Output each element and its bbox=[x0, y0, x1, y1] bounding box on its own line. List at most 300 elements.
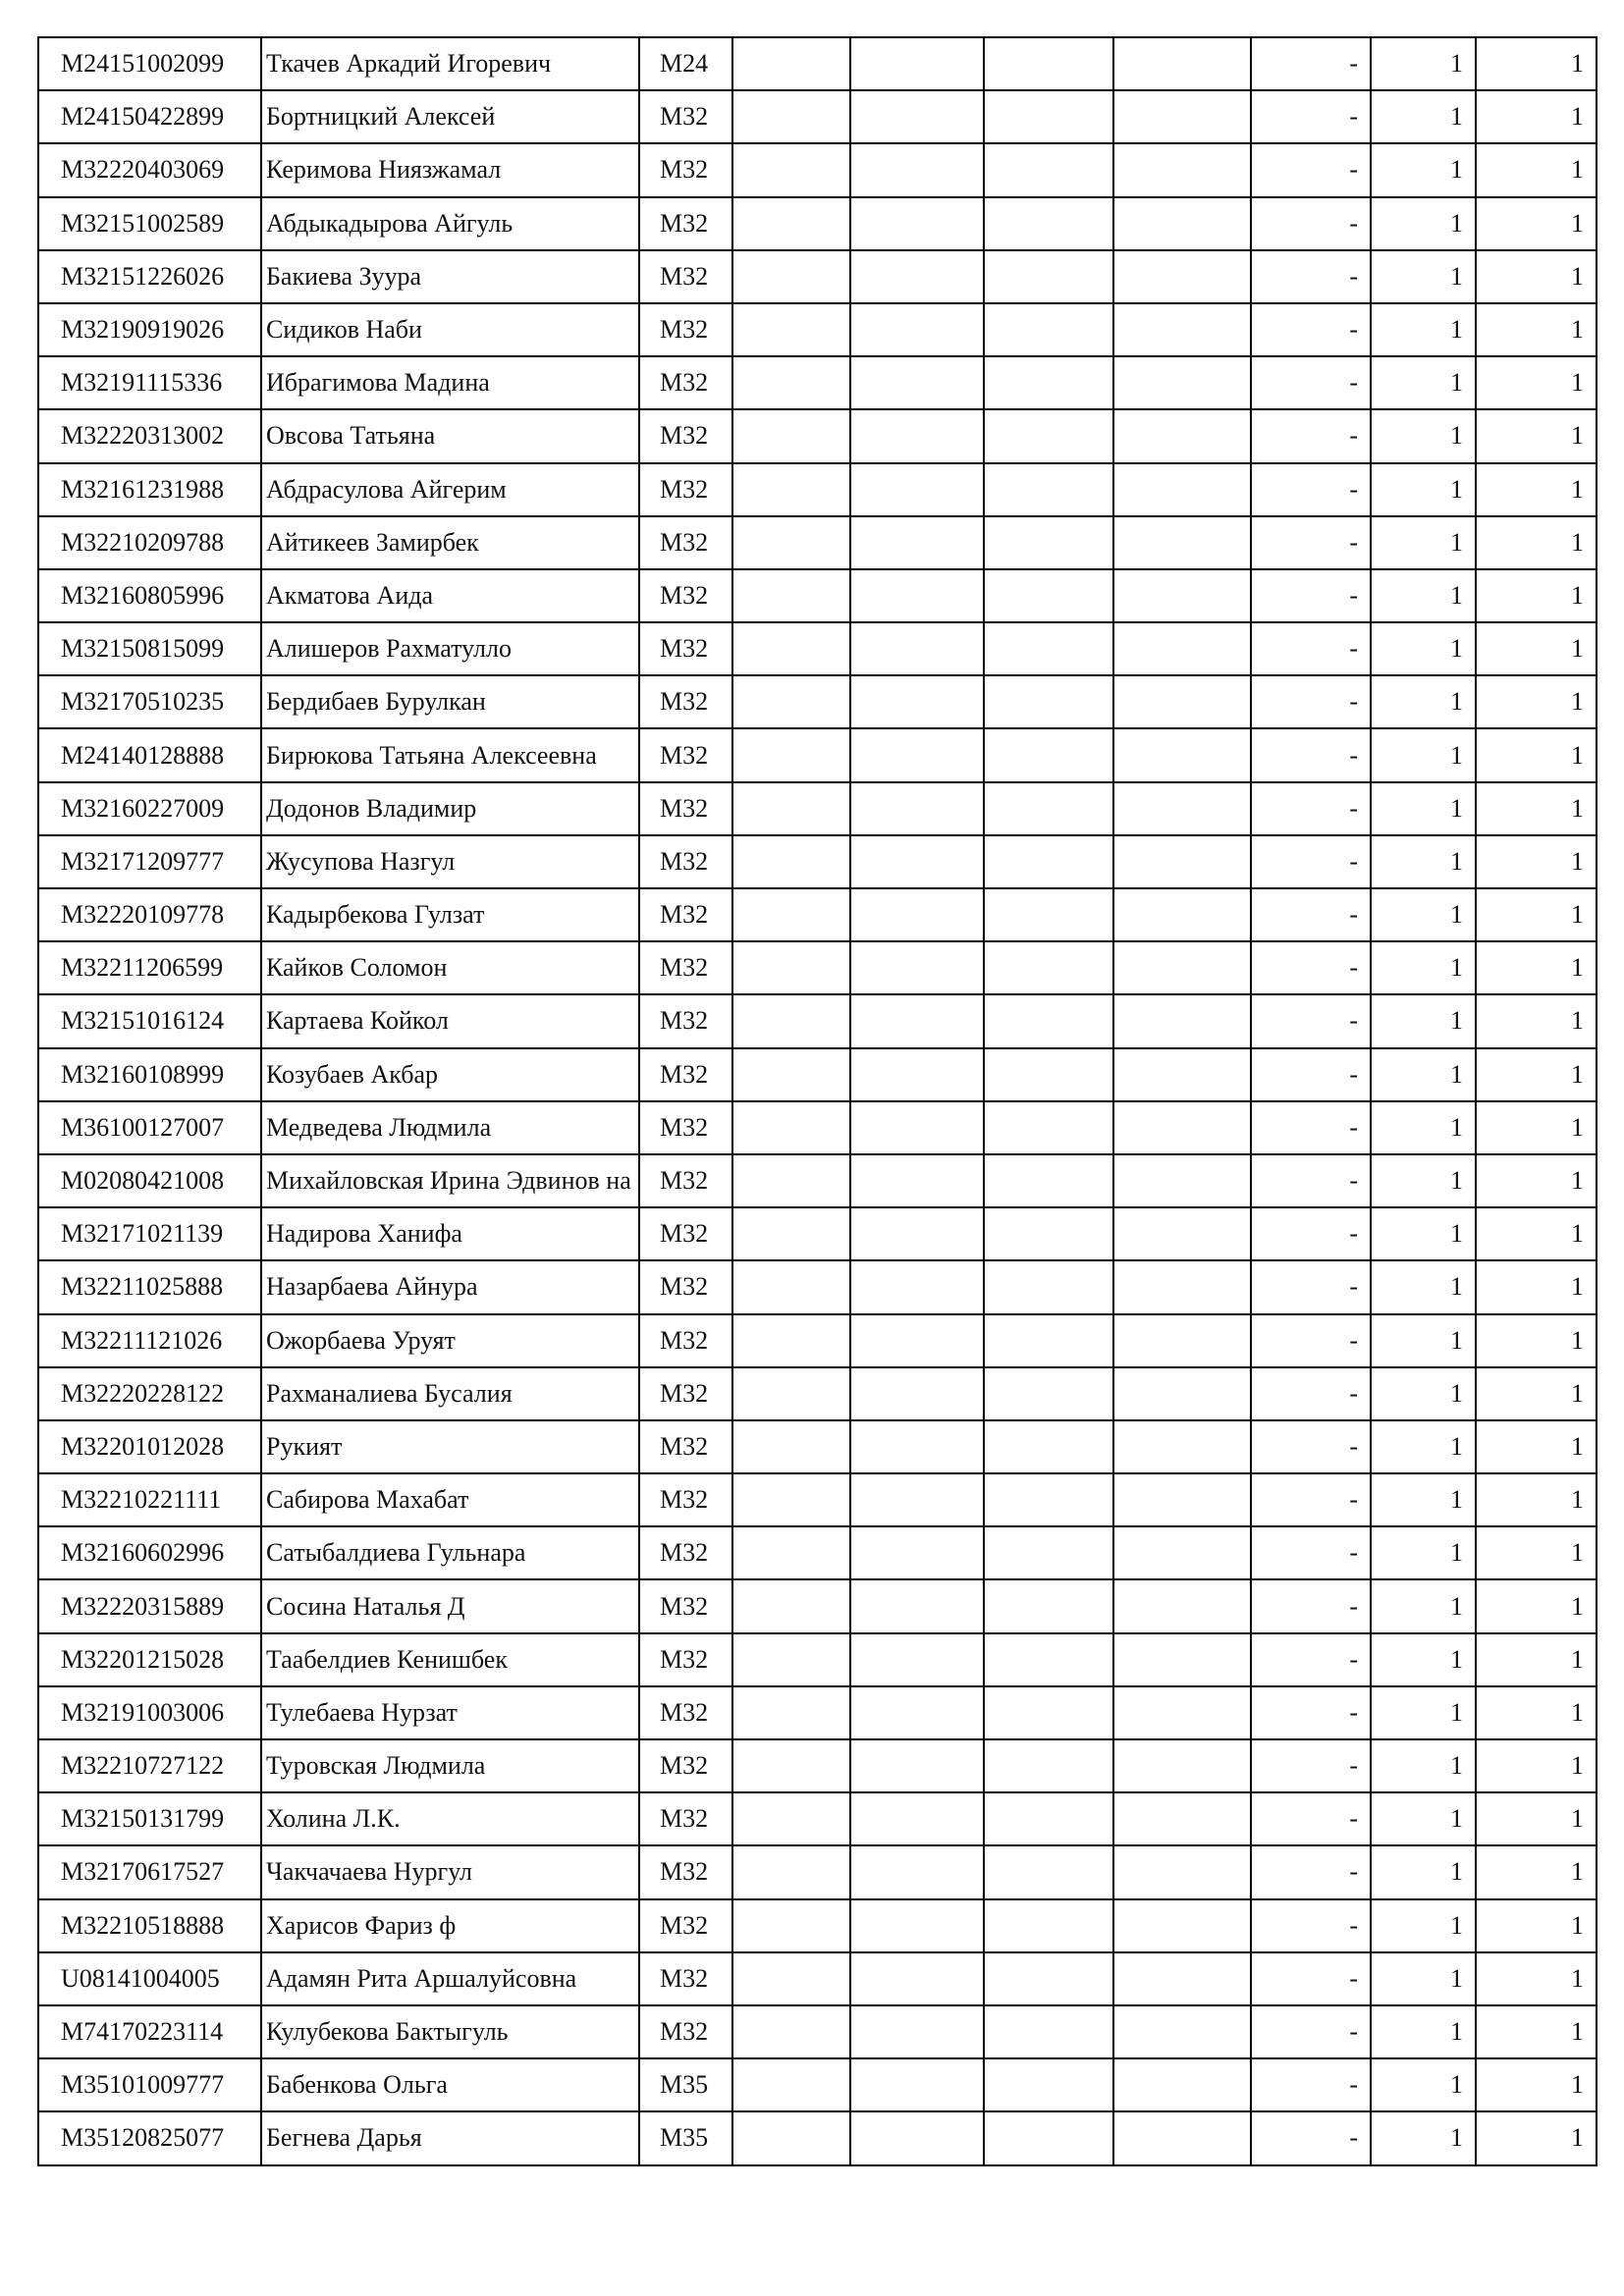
total-cell: 1 bbox=[1476, 1792, 1597, 1845]
empty-cell bbox=[984, 356, 1113, 409]
empty-cell bbox=[1113, 2111, 1251, 2164]
count-cell: 1 bbox=[1371, 888, 1476, 941]
person-name: Ткачев Аркадий Игоревич bbox=[261, 37, 639, 90]
empty-cell bbox=[850, 1526, 984, 1579]
table-row bbox=[38, 1420, 1597, 1473]
count-cell: 1 bbox=[1371, 143, 1476, 196]
person-name: Холина Л.К. bbox=[261, 1792, 639, 1845]
dash-cell: - bbox=[1251, 1526, 1371, 1579]
count-cell: 1 bbox=[1371, 463, 1476, 516]
table-row bbox=[38, 2111, 1597, 2164]
record-code: M32160602996 bbox=[38, 1526, 261, 1579]
count-cell: 1 bbox=[1371, 1526, 1476, 1579]
record-code: M32150131799 bbox=[38, 1792, 261, 1845]
empty-cell bbox=[1113, 1101, 1251, 1154]
empty-cell bbox=[732, 1899, 850, 1952]
empty-cell bbox=[850, 622, 984, 675]
total-cell: 1 bbox=[1476, 994, 1597, 1047]
empty-cell bbox=[732, 409, 850, 462]
dash-cell: - bbox=[1251, 835, 1371, 888]
record-code: M32151002589 bbox=[38, 197, 261, 250]
empty-cell bbox=[984, 782, 1113, 835]
empty-cell bbox=[1113, 1579, 1251, 1632]
empty-cell bbox=[850, 1686, 984, 1739]
person-name: Бирюкова Татьяна Алексеевна bbox=[261, 728, 639, 781]
empty-cell bbox=[984, 888, 1113, 941]
empty-cell bbox=[850, 1048, 984, 1101]
group-code: M35 bbox=[639, 2058, 732, 2111]
dash-cell: - bbox=[1251, 1260, 1371, 1313]
dash-cell: - bbox=[1251, 1952, 1371, 2005]
empty-cell bbox=[984, 941, 1113, 994]
empty-cell bbox=[850, 516, 984, 569]
table-row bbox=[38, 569, 1597, 622]
empty-cell bbox=[732, 143, 850, 196]
empty-cell bbox=[984, 1739, 1113, 1792]
group-code: M32 bbox=[639, 675, 732, 728]
person-name: Бегнева Дарья bbox=[261, 2111, 639, 2164]
empty-cell bbox=[732, 1952, 850, 2005]
dash-cell: - bbox=[1251, 516, 1371, 569]
group-code: M35 bbox=[639, 2111, 732, 2164]
group-code: M32 bbox=[639, 1633, 732, 1686]
dash-cell: - bbox=[1251, 941, 1371, 994]
empty-cell bbox=[1113, 143, 1251, 196]
group-code: M32 bbox=[639, 1260, 732, 1313]
count-cell: 1 bbox=[1371, 1792, 1476, 1845]
group-code: M32 bbox=[639, 1952, 732, 2005]
empty-cell bbox=[1113, 1952, 1251, 2005]
count-cell: 1 bbox=[1371, 2058, 1476, 2111]
empty-cell bbox=[1113, 1207, 1251, 1260]
empty-cell bbox=[984, 1473, 1113, 1526]
empty-cell bbox=[850, 409, 984, 462]
record-code: M32160227009 bbox=[38, 782, 261, 835]
dash-cell: - bbox=[1251, 1207, 1371, 1260]
table-row bbox=[38, 1633, 1597, 1686]
group-code: M32 bbox=[639, 1314, 732, 1367]
total-cell: 1 bbox=[1476, 1686, 1597, 1739]
count-cell: 1 bbox=[1371, 1367, 1476, 1420]
total-cell: 1 bbox=[1476, 250, 1597, 303]
empty-cell bbox=[850, 1367, 984, 1420]
total-cell: 1 bbox=[1476, 1367, 1597, 1420]
total-cell: 1 bbox=[1476, 1952, 1597, 2005]
count-cell: 1 bbox=[1371, 1633, 1476, 1686]
dash-cell: - bbox=[1251, 1579, 1371, 1632]
empty-cell bbox=[1113, 675, 1251, 728]
empty-cell bbox=[850, 1101, 984, 1154]
record-code: M32150815099 bbox=[38, 622, 261, 675]
empty-cell bbox=[732, 1420, 850, 1473]
empty-cell bbox=[850, 1952, 984, 2005]
empty-cell bbox=[732, 1260, 850, 1313]
total-cell: 1 bbox=[1476, 303, 1597, 356]
table-row bbox=[38, 994, 1597, 1047]
total-cell: 1 bbox=[1476, 2005, 1597, 2058]
table-row bbox=[38, 1579, 1597, 1632]
empty-cell bbox=[1113, 2005, 1251, 2058]
count-cell: 1 bbox=[1371, 1952, 1476, 2005]
empty-cell bbox=[850, 1899, 984, 1952]
empty-cell bbox=[984, 409, 1113, 462]
record-code: M32220228122 bbox=[38, 1367, 261, 1420]
empty-cell bbox=[850, 728, 984, 781]
empty-cell bbox=[984, 728, 1113, 781]
record-code: M32171021139 bbox=[38, 1207, 261, 1260]
total-cell: 1 bbox=[1476, 2111, 1597, 2164]
dash-cell: - bbox=[1251, 250, 1371, 303]
dash-cell: - bbox=[1251, 463, 1371, 516]
person-name: Рукият bbox=[261, 1420, 639, 1473]
record-code: M32211121026 bbox=[38, 1314, 261, 1367]
record-code: M24150422899 bbox=[38, 90, 261, 143]
count-cell: 1 bbox=[1371, 728, 1476, 781]
table-row bbox=[38, 143, 1597, 196]
table-row bbox=[38, 250, 1597, 303]
table-row bbox=[38, 2005, 1597, 2058]
empty-cell bbox=[1113, 1739, 1251, 1792]
empty-cell bbox=[984, 197, 1113, 250]
group-code: M32 bbox=[639, 197, 732, 250]
empty-cell bbox=[1113, 1154, 1251, 1207]
empty-cell bbox=[850, 356, 984, 409]
empty-cell bbox=[732, 728, 850, 781]
dash-cell: - bbox=[1251, 1367, 1371, 1420]
total-cell: 1 bbox=[1476, 37, 1597, 90]
empty-cell bbox=[732, 1686, 850, 1739]
empty-cell bbox=[732, 463, 850, 516]
group-code: M32 bbox=[639, 1420, 732, 1473]
empty-cell bbox=[984, 1367, 1113, 1420]
dash-cell: - bbox=[1251, 1048, 1371, 1101]
person-name: Абдыкадырова Айгуль bbox=[261, 197, 639, 250]
empty-cell bbox=[732, 835, 850, 888]
person-name: Акматова Аида bbox=[261, 569, 639, 622]
total-cell: 1 bbox=[1476, 1207, 1597, 1260]
count-cell: 1 bbox=[1371, 1207, 1476, 1260]
record-code: M32160108999 bbox=[38, 1048, 261, 1101]
empty-cell bbox=[1113, 1473, 1251, 1526]
empty-cell bbox=[984, 2111, 1113, 2164]
person-name: Бакиева Зуура bbox=[261, 250, 639, 303]
record-code: M32210221111 bbox=[38, 1473, 261, 1526]
group-code: M32 bbox=[639, 143, 732, 196]
record-code: M74170223114 bbox=[38, 2005, 261, 2058]
group-code: M32 bbox=[639, 1686, 732, 1739]
group-code: M32 bbox=[639, 356, 732, 409]
empty-cell bbox=[1113, 1048, 1251, 1101]
table-row bbox=[38, 1367, 1597, 1420]
empty-cell bbox=[984, 1845, 1113, 1898]
count-cell: 1 bbox=[1371, 1048, 1476, 1101]
total-cell: 1 bbox=[1476, 1633, 1597, 1686]
record-code: M32170510235 bbox=[38, 675, 261, 728]
empty-cell bbox=[732, 1154, 850, 1207]
total-cell: 1 bbox=[1476, 1101, 1597, 1154]
count-cell: 1 bbox=[1371, 90, 1476, 143]
empty-cell bbox=[850, 1579, 984, 1632]
count-cell: 1 bbox=[1371, 409, 1476, 462]
count-cell: 1 bbox=[1371, 1314, 1476, 1367]
empty-cell bbox=[850, 1633, 984, 1686]
empty-cell bbox=[850, 888, 984, 941]
person-name: Алишеров Рахматулло bbox=[261, 622, 639, 675]
dash-cell: - bbox=[1251, 994, 1371, 1047]
record-code: M32220315889 bbox=[38, 1579, 261, 1632]
group-code: M32 bbox=[639, 941, 732, 994]
empty-cell bbox=[1113, 2058, 1251, 2111]
record-code: U08141004005 bbox=[38, 1952, 261, 2005]
dash-cell: - bbox=[1251, 569, 1371, 622]
total-cell: 1 bbox=[1476, 1899, 1597, 1952]
empty-cell bbox=[984, 675, 1113, 728]
total-cell: 1 bbox=[1476, 1260, 1597, 1313]
total-cell: 1 bbox=[1476, 356, 1597, 409]
table-row bbox=[38, 1526, 1597, 1579]
count-cell: 1 bbox=[1371, 1260, 1476, 1313]
table-row bbox=[38, 675, 1597, 728]
empty-cell bbox=[732, 37, 850, 90]
record-code: M32161231988 bbox=[38, 463, 261, 516]
empty-cell bbox=[732, 1048, 850, 1101]
empty-cell bbox=[850, 2058, 984, 2111]
empty-cell bbox=[850, 994, 984, 1047]
count-cell: 1 bbox=[1371, 941, 1476, 994]
empty-cell bbox=[1113, 782, 1251, 835]
total-cell: 1 bbox=[1476, 675, 1597, 728]
person-name: Керимова Ниязжамал bbox=[261, 143, 639, 196]
record-code: M32210518888 bbox=[38, 1899, 261, 1952]
empty-cell bbox=[732, 1845, 850, 1898]
record-code: M24140128888 bbox=[38, 728, 261, 781]
empty-cell bbox=[850, 90, 984, 143]
person-name: Сатыбалдиева Гульнара bbox=[261, 1526, 639, 1579]
total-cell: 1 bbox=[1476, 1579, 1597, 1632]
record-code: M36100127007 bbox=[38, 1101, 261, 1154]
count-cell: 1 bbox=[1371, 1420, 1476, 1473]
empty-cell bbox=[732, 1739, 850, 1792]
empty-cell bbox=[850, 675, 984, 728]
table-row bbox=[38, 90, 1597, 143]
dash-cell: - bbox=[1251, 782, 1371, 835]
total-cell: 1 bbox=[1476, 728, 1597, 781]
record-code: M32191115336 bbox=[38, 356, 261, 409]
record-code: M32191003006 bbox=[38, 1686, 261, 1739]
count-cell: 1 bbox=[1371, 569, 1476, 622]
count-cell: 1 bbox=[1371, 1154, 1476, 1207]
dash-cell: - bbox=[1251, 622, 1371, 675]
empty-cell bbox=[732, 1473, 850, 1526]
record-code: M32201012028 bbox=[38, 1420, 261, 1473]
group-code: M32 bbox=[639, 1154, 732, 1207]
record-code: M35101009777 bbox=[38, 2058, 261, 2111]
empty-cell bbox=[984, 835, 1113, 888]
person-name: Сидиков Наби bbox=[261, 303, 639, 356]
empty-cell bbox=[850, 835, 984, 888]
group-code: M32 bbox=[639, 782, 732, 835]
count-cell: 1 bbox=[1371, 782, 1476, 835]
empty-cell bbox=[984, 463, 1113, 516]
empty-cell bbox=[850, 782, 984, 835]
table-row bbox=[38, 888, 1597, 941]
dash-cell: - bbox=[1251, 197, 1371, 250]
empty-cell bbox=[732, 1314, 850, 1367]
dash-cell: - bbox=[1251, 2058, 1371, 2111]
empty-cell bbox=[984, 516, 1113, 569]
empty-cell bbox=[850, 1314, 984, 1367]
empty-cell bbox=[732, 197, 850, 250]
group-code: M24 bbox=[639, 37, 732, 90]
count-cell: 1 bbox=[1371, 197, 1476, 250]
table-row bbox=[38, 1154, 1597, 1207]
dash-cell: - bbox=[1251, 2111, 1371, 2164]
empty-cell bbox=[850, 197, 984, 250]
group-code: M32 bbox=[639, 2005, 732, 2058]
empty-cell bbox=[732, 250, 850, 303]
total-cell: 1 bbox=[1476, 1526, 1597, 1579]
empty-cell bbox=[1113, 1314, 1251, 1367]
record-code: M32160805996 bbox=[38, 569, 261, 622]
empty-cell bbox=[984, 1154, 1113, 1207]
group-code: M32 bbox=[639, 994, 732, 1047]
empty-cell bbox=[732, 994, 850, 1047]
empty-cell bbox=[1113, 941, 1251, 994]
empty-cell bbox=[850, 2111, 984, 2164]
empty-cell bbox=[984, 994, 1113, 1047]
empty-cell bbox=[732, 1633, 850, 1686]
group-code: M32 bbox=[639, 1367, 732, 1420]
empty-cell bbox=[1113, 1792, 1251, 1845]
group-code: M32 bbox=[639, 1739, 732, 1792]
group-code: M32 bbox=[639, 622, 732, 675]
person-name: Рахманалиева Бусалия bbox=[261, 1367, 639, 1420]
record-code: M32210727122 bbox=[38, 1739, 261, 1792]
empty-cell bbox=[732, 303, 850, 356]
empty-cell bbox=[984, 1526, 1113, 1579]
dash-cell: - bbox=[1251, 303, 1371, 356]
empty-cell bbox=[850, 250, 984, 303]
empty-cell bbox=[1113, 1260, 1251, 1313]
table-row bbox=[38, 37, 1597, 90]
group-code: M32 bbox=[639, 409, 732, 462]
person-name: Сабирова Махабат bbox=[261, 1473, 639, 1526]
table-row bbox=[38, 1101, 1597, 1154]
group-code: M32 bbox=[639, 90, 732, 143]
table-row bbox=[38, 1845, 1597, 1898]
total-cell: 1 bbox=[1476, 1845, 1597, 1898]
total-cell: 1 bbox=[1476, 1048, 1597, 1101]
group-code: M32 bbox=[639, 728, 732, 781]
count-cell: 1 bbox=[1371, 2111, 1476, 2164]
empty-cell bbox=[850, 1420, 984, 1473]
total-cell: 1 bbox=[1476, 1473, 1597, 1526]
empty-cell bbox=[732, 888, 850, 941]
dash-cell: - bbox=[1251, 2005, 1371, 2058]
dash-cell: - bbox=[1251, 356, 1371, 409]
record-code: M24151002099 bbox=[38, 37, 261, 90]
empty-cell bbox=[732, 90, 850, 143]
empty-cell bbox=[1113, 1367, 1251, 1420]
empty-cell bbox=[984, 250, 1113, 303]
table-row bbox=[38, 1739, 1597, 1792]
dash-cell: - bbox=[1251, 143, 1371, 196]
table-row bbox=[38, 782, 1597, 835]
table-row bbox=[38, 728, 1597, 781]
record-code: M32211025888 bbox=[38, 1260, 261, 1313]
empty-cell bbox=[732, 2005, 850, 2058]
table-row bbox=[38, 516, 1597, 569]
group-code: M32 bbox=[639, 1526, 732, 1579]
empty-cell bbox=[1113, 409, 1251, 462]
count-cell: 1 bbox=[1371, 250, 1476, 303]
person-name: Айтикеев Замирбек bbox=[261, 516, 639, 569]
person-name: Додонов Владимир bbox=[261, 782, 639, 835]
record-code: M32220313002 bbox=[38, 409, 261, 462]
total-cell: 1 bbox=[1476, 2058, 1597, 2111]
table-row bbox=[38, 1792, 1597, 1845]
person-name: Картаева Койкол bbox=[261, 994, 639, 1047]
empty-cell bbox=[984, 1260, 1113, 1313]
person-name: Медведева Людмила bbox=[261, 1101, 639, 1154]
person-name: Надирова Ханифа bbox=[261, 1207, 639, 1260]
table-row bbox=[38, 2058, 1597, 2111]
record-code: M32151226026 bbox=[38, 250, 261, 303]
total-cell: 1 bbox=[1476, 941, 1597, 994]
count-cell: 1 bbox=[1371, 1473, 1476, 1526]
group-code: M32 bbox=[639, 1899, 732, 1952]
group-code: M32 bbox=[639, 569, 732, 622]
empty-cell bbox=[732, 675, 850, 728]
empty-cell bbox=[732, 1207, 850, 1260]
empty-cell bbox=[850, 1260, 984, 1313]
empty-cell bbox=[1113, 728, 1251, 781]
dash-cell: - bbox=[1251, 409, 1371, 462]
record-code: M32170617527 bbox=[38, 1845, 261, 1898]
empty-cell bbox=[1113, 356, 1251, 409]
empty-cell bbox=[732, 2058, 850, 2111]
person-name: Харисов Фариз ф bbox=[261, 1899, 639, 1952]
table-row bbox=[38, 1899, 1597, 1952]
person-name: Жусупова Назгул bbox=[261, 835, 639, 888]
empty-cell bbox=[1113, 463, 1251, 516]
person-name: Ибрагимова Мадина bbox=[261, 356, 639, 409]
empty-cell bbox=[850, 303, 984, 356]
person-name: Адамян Рита Аршалуйсовна bbox=[261, 1952, 639, 2005]
dash-cell: - bbox=[1251, 1845, 1371, 1898]
empty-cell bbox=[732, 516, 850, 569]
total-cell: 1 bbox=[1476, 516, 1597, 569]
group-code: M32 bbox=[639, 835, 732, 888]
total-cell: 1 bbox=[1476, 569, 1597, 622]
empty-cell bbox=[984, 622, 1113, 675]
total-cell: 1 bbox=[1476, 888, 1597, 941]
empty-cell bbox=[1113, 516, 1251, 569]
table-row bbox=[38, 1686, 1597, 1739]
table-row bbox=[38, 356, 1597, 409]
table-row bbox=[38, 463, 1597, 516]
empty-cell bbox=[850, 1845, 984, 1898]
record-code: M32220109778 bbox=[38, 888, 261, 941]
count-cell: 1 bbox=[1371, 1845, 1476, 1898]
record-code: M35120825077 bbox=[38, 2111, 261, 2164]
group-code: M32 bbox=[639, 516, 732, 569]
count-cell: 1 bbox=[1371, 356, 1476, 409]
empty-cell bbox=[984, 37, 1113, 90]
person-name: Овсова Татьяна bbox=[261, 409, 639, 462]
empty-cell bbox=[1113, 994, 1251, 1047]
person-name: Кадырбекова Гулзат bbox=[261, 888, 639, 941]
